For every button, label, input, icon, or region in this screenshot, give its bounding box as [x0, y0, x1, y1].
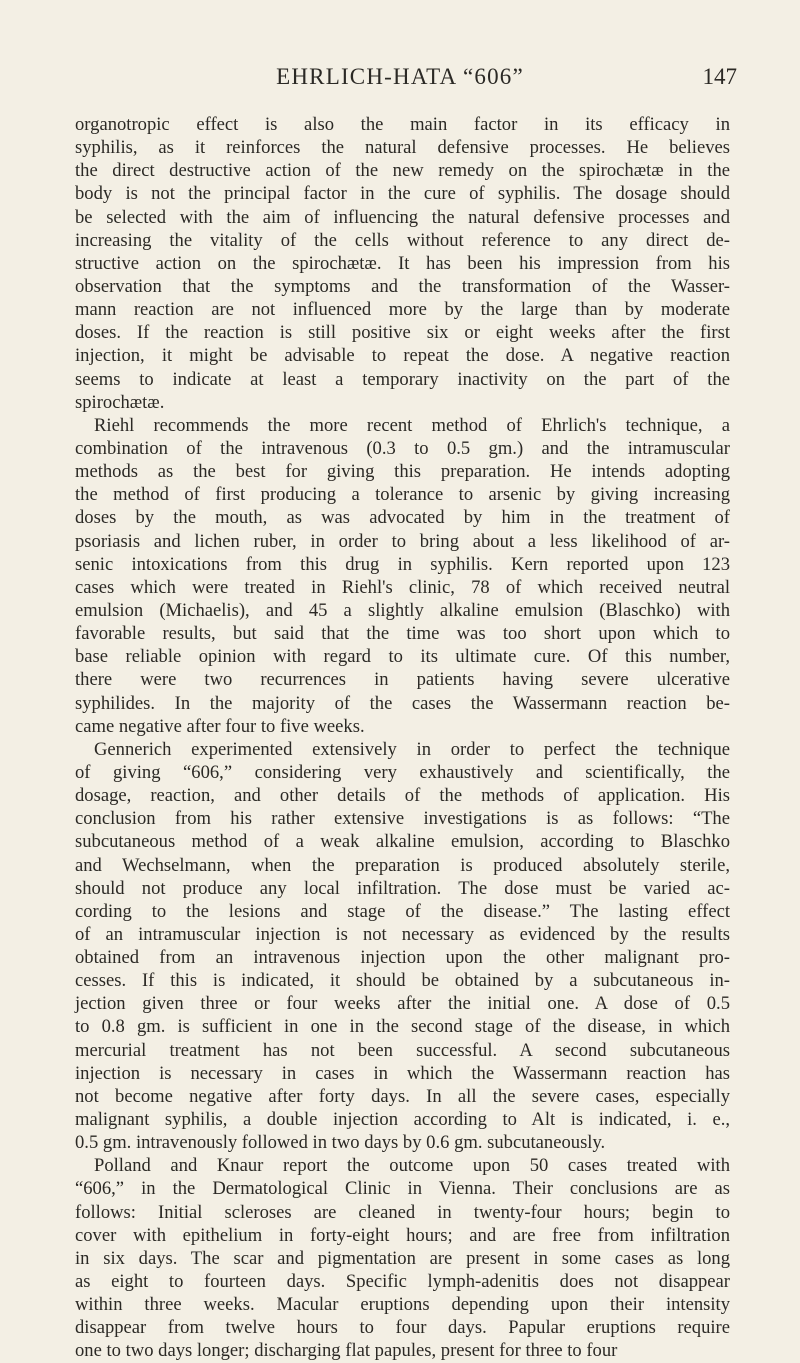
- text-line: Riehl recommends the more recent method of Ehrlich's technique, a: [94, 414, 730, 436]
- text-line: doses. If the reaction is still positive six or eight weeks after the first: [75, 322, 730, 344]
- text-line: injection, it might be advisable to repeat the dose. A negative reaction: [75, 345, 730, 367]
- text-line: Polland and Knaur report the outcome upon 50 cases treated with: [94, 1155, 730, 1177]
- text-line: syphilides. In the majority of the cases the Wassermann reaction be-: [75, 692, 730, 714]
- text-line: syphilis, as it reinforces the natural defensive processes. He believes: [75, 137, 730, 159]
- text-line: malignant syphilis, a double injection according to Alt is indicated, i. e.,: [75, 1109, 730, 1131]
- text-line: cording to the lesions and stage of the disease.” The lasting effect: [75, 900, 730, 922]
- text-line: “606,” in the Dermatological Clinic in Vienna. Their conclusions are as: [75, 1178, 730, 1200]
- text-line: the method of first producing a tolerance to arsenic by giving increasing: [75, 484, 730, 506]
- text-line: senic intoxications from this drug in syphilis. Kern reported upon 123: [75, 553, 730, 575]
- text-line: dosage, reaction, and other details of the methods of application. His: [75, 785, 730, 807]
- text-line: mercurial treatment has not been successful. A second subcutaneous: [75, 1039, 730, 1061]
- text-line: subcutaneous method of a weak alkaline emulsion, according to Blaschko: [75, 831, 730, 853]
- text-line: 0.5 gm. intravenously followed in two days by 0.6 gm. subcutaneously.: [75, 1132, 606, 1154]
- text-line: doses by the mouth, as was advocated by him in the treatment of: [75, 507, 730, 529]
- text-line: cesses. If this is indicated, it should be obtained by a subcutaneous in-: [75, 970, 730, 992]
- text-line: the direct destructive action of the new remedy on the spirochætæ in the: [75, 160, 730, 182]
- text-line: and Wechselmann, when the preparation is produced absolutely sterile,: [75, 854, 730, 876]
- page-number: 147: [702, 64, 737, 89]
- text-line: body is not the principal factor in the cure of syphilis. The dosage should: [75, 183, 730, 205]
- text-line: of an intramuscular injection is not necessary as evidenced by the results: [75, 923, 730, 945]
- text-line: conclusion from his rather extensive investigations is as follows: “The: [75, 808, 730, 830]
- text-line: favorable results, but said that the time was too short upon which to: [75, 623, 730, 645]
- text-line: seems to indicate at least a temporary inactivity on the part of the: [75, 368, 730, 390]
- text-line: to 0.8 gm. is sufficient in one in the second stage of the disease, in which: [75, 1016, 730, 1038]
- text-line: methods as the best for giving this preparation. He intends adopting: [75, 461, 730, 483]
- text-line: obtained from an intravenous injection upon the other malignant pro-: [75, 947, 730, 969]
- text-line: jection given three or four weeks after the initial one. A dose of 0.5: [75, 993, 730, 1015]
- text-line: be selected with the aim of influencing the natural defensive processes and: [75, 206, 730, 228]
- text-line: in six days. The scar and pigmentation are present in some cases as long: [75, 1247, 730, 1269]
- text-line: as eight to fourteen days. Specific lymph-adenitis does not disappear: [75, 1271, 730, 1293]
- body-text: [75, 113, 730, 1363]
- text-line: organotropic effect is also the main factor in its efficacy in: [75, 114, 730, 135]
- text-line: base reliable opinion with regard to its ultimate cure. Of this number,: [75, 646, 730, 668]
- text-line: injection is necessary in cases in which the Wassermann reaction has: [75, 1062, 730, 1084]
- text-line: of giving “606,” considering very exhaustively and scientifically, the: [75, 761, 730, 783]
- text-line: cases which were treated in Riehl's clinic, 78 of which received neutral: [75, 576, 730, 598]
- text-line: observation that the symptoms and the transformation of the Wasser-: [75, 275, 730, 297]
- text-line: came negative after four to five weeks.: [75, 715, 365, 737]
- text-line: not become negative after forty days. In all the severe cases, especially: [75, 1085, 730, 1107]
- text-line: disappear from twelve hours to four days. Papular eruptions require: [75, 1317, 730, 1339]
- text-line: within three weeks. Macular eruptions depending upon their intensity: [75, 1294, 730, 1316]
- text-line: increasing the vitality of the cells without reference to any direct de-: [75, 229, 730, 251]
- text-line: spirochætæ.: [75, 391, 165, 413]
- text-line: Gennerich experimented extensively in order to perfect the technique: [94, 738, 730, 760]
- running-head: [0, 62, 800, 92]
- text-line: follows: Initial scleroses are cleaned in twenty-four hours; begin to: [75, 1201, 730, 1223]
- text-line: combination of the intravenous (0.3 to 0.5 gm.) and the intramuscular: [75, 437, 730, 459]
- text-line: structive action on the spirochætæ. It has been his impression from his: [75, 252, 730, 274]
- text-line: mann reaction are not influenced more by the large than by moderate: [75, 299, 730, 321]
- text-line: there were two recurrences in patients having severe ulcerative: [75, 669, 730, 691]
- text-line: cover with epithelium in forty-eight hours; and are free from infiltration: [75, 1224, 730, 1246]
- running-title: EHRLICH-HATA “606”: [276, 64, 524, 89]
- text-line: emulsion (Michaelis), and 45 a slightly alkaline emulsion (Blaschko) with: [75, 599, 730, 621]
- text-line: should not produce any local infiltration. The dose must be varied ac-: [75, 877, 730, 899]
- text-line: psoriasis and lichen ruber, in order to bring about a less likelihood of ar-: [75, 530, 730, 552]
- text-line: one to two days longer; discharging flat papules, present for three to four: [75, 1340, 618, 1362]
